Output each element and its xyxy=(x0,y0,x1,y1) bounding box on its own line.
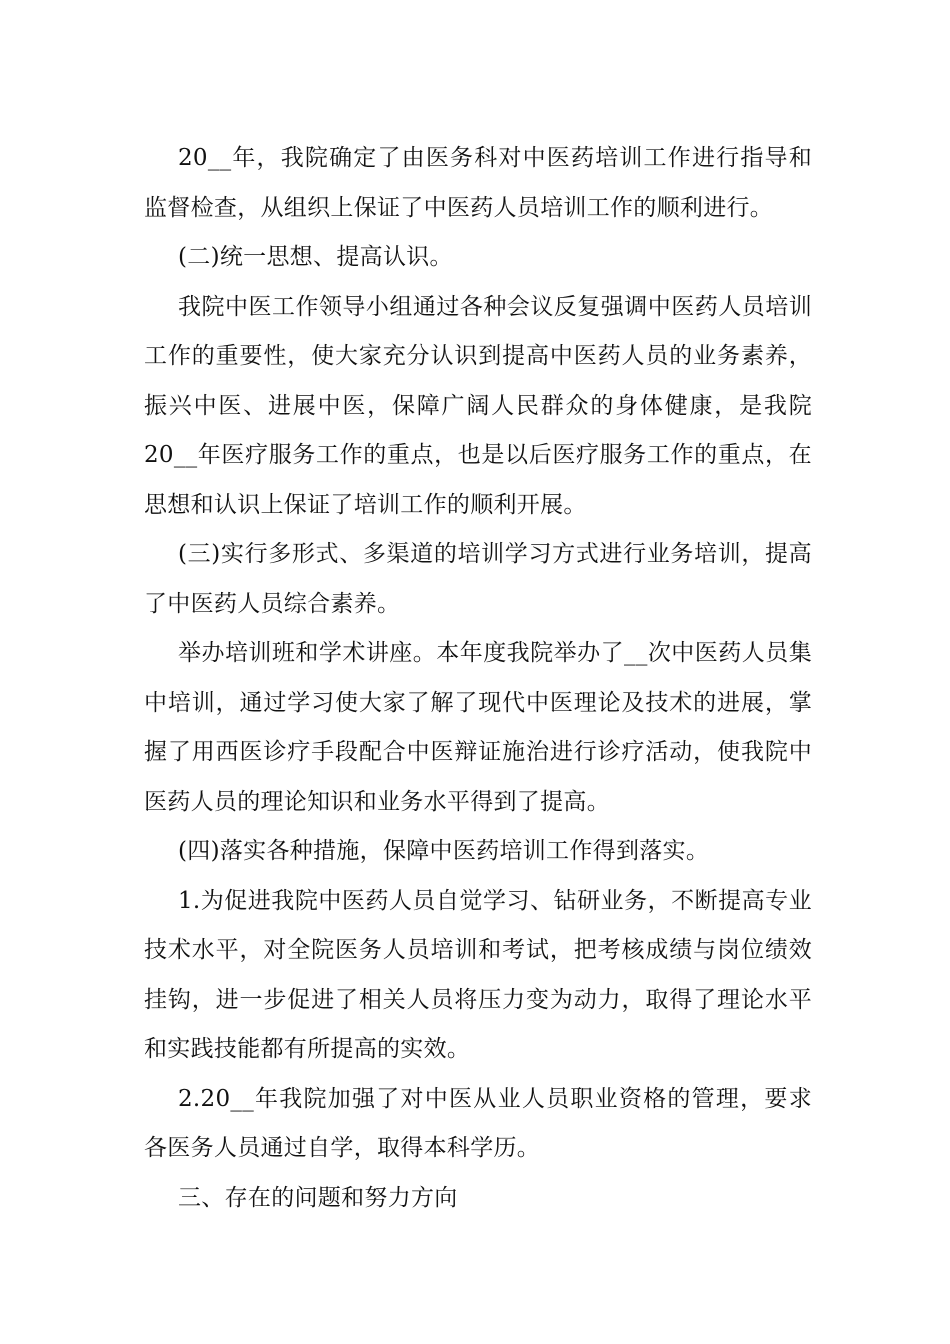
heading-training-methods: (三)实行多形式、多渠道的培训学习方式进行业务培训，提高了中医药人员综合素养。 xyxy=(144,541,812,617)
paragraph-organization: 20__年，我院确定了由医务科对中医药培训工作进行指导和监督检查，从组织上保证了中医药人员培训工作的顺利进行。 xyxy=(144,145,812,221)
heading-unify-thinking: (二)统一思想、提高认识。 xyxy=(178,244,453,270)
paragraph-measure-1: 1.为促进我院中医药人员自觉学习、钻研业务，不断提高专业技术水平，对全院医务人员培训和考试，把考核成绩与岗位绩效挂钩，进一步促进了相关人员将压力变为动力，取得了理论水平和实践技能都有所提高的实效。 xyxy=(144,887,812,1062)
document-body xyxy=(144,134,812,1223)
paragraph-leadership: 我院中医工作领导小组通过各种会议反复强调中医药人员培训工作的重要性，使大家充分认识到提高中医药人员的业务素养，振兴中医、进展中医，保障广阔人民群众的身体健康，是我院 20__年医疗服务工作的重点，也是以后医疗服务工作的重点，在思想和认识上保证了培训工作的顺利开展。 xyxy=(144,293,812,518)
paragraph-measure-2: 2.20__年我院加强了对中医从业人员职业资格的管理，要求各医务人员通过自学，取得本科学历。 xyxy=(144,1085,812,1161)
paragraph-training-classes: 举办培训班和学术讲座。本年度我院举办了__次中医药人员集中培训，通过学习使大家了解了现代中医理论及技术的进展，掌握了用西医诊疗手段配合中医辩证施治进行诊疗活动，使我院中医药人员的理论知识和业务水平得到了提高。 xyxy=(144,640,812,815)
heading-problems: 三、存在的问题和努力方向 xyxy=(178,1184,458,1211)
heading-implementation: (四)落实各种措施，保障中医药培训工作得到落实。 xyxy=(178,838,710,864)
